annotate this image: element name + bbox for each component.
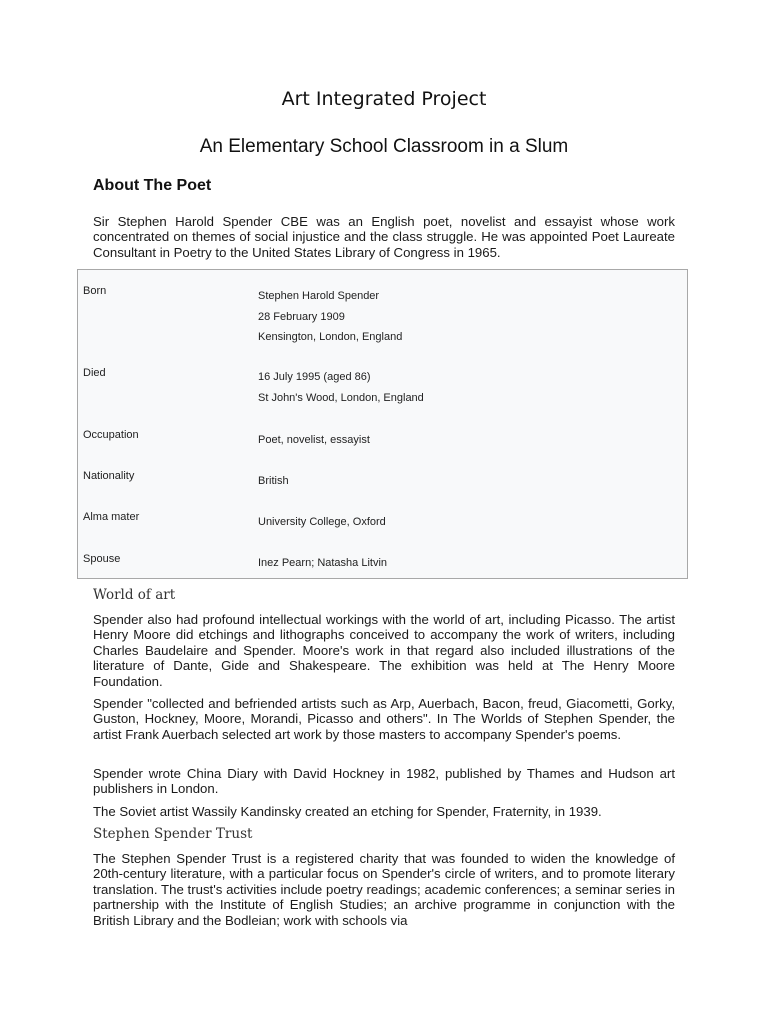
infobox-value-occupation: [258, 430, 370, 451]
page-subtitle: An Elementary School Classroom in a Slum: [199, 136, 569, 157]
infobox-label-died: Died: [83, 367, 106, 379]
infobox-value-line: Poet, novelist, essayist: [258, 434, 370, 446]
infobox-value-line: Kensington, London, England: [258, 331, 403, 343]
infobox-value-line: British: [258, 475, 289, 487]
infobox-value-line: 16 July 1995 (aged 86): [258, 371, 371, 383]
world-of-art-paragraph-2: Spender "collected and befriended artists such as Arp, Auerbach, Bacon, freud, Giacometti, Gorky, Guston, Hockney, Moore, Morandi, Picasso and others". In The Worlds of Stephen Spender, the artist Frank Auerbach selected art work by those masters to accompany Spender's poems.: [93, 696, 675, 742]
infobox-label-spouse: Spouse: [83, 553, 121, 565]
world-of-art-paragraph-1: Spender also had profound intellectual workings with the world of art, including Picasso. The artist Henry Moore did etchings and lithographs conceived to accompany the work of writers, including Charles Baudelaire and Spender. Moore's work in that regard also included illustrations of the literature of Dante, Gide and Shakespeare. The exhibition was held at The Henry Moore Foundation.: [93, 612, 675, 689]
trust-paragraph: The Stephen Spender Trust is a registered charity that was founded to widen the knowledge of 20th-century literature, with a particular focus on Spender's circle of writers, and to promote literary translation. The trust's activities include poetry readings; academic conferences; a seminar series in partnership with the Institute of English Studies; an archive programme in conjunction with the British Library and the Bodleian; work with schools via: [93, 851, 675, 928]
infobox-value-line: 28 February 1909: [258, 310, 345, 323]
infobox-value-line: Stephen Harold Spender: [258, 290, 380, 302]
world-of-art-paragraph-3: Spender wrote China Diary with David Hockney in 1982, published by Thames and Hudson art publishers in London.: [93, 766, 675, 797]
infobox-label-born: Born: [83, 285, 107, 297]
world-of-art-heading: World of art: [93, 587, 176, 603]
infobox-label-alma-mater: Alma mater: [83, 511, 140, 523]
infobox-value-died: [258, 367, 424, 408]
infobox-value-line: University College, Oxford: [258, 516, 386, 528]
infobox-value-line: St John's Wood, London, England: [258, 391, 424, 404]
infobox-value-line: Inez Pearn; Natasha Litvin: [258, 557, 388, 569]
infobox-value-alma-mater: [258, 512, 386, 533]
trust-heading: Stephen Spender Trust: [93, 826, 253, 842]
infobox-value-born: [258, 286, 402, 348]
about-heading: About The Poet: [93, 177, 212, 194]
infobox-value-nationality: [258, 471, 289, 492]
world-of-art-paragraph-4: The Soviet artist Wassily Kandinsky created an etching for Spender, Fraternity, in 1939.: [93, 804, 602, 819]
infobox: [77, 269, 688, 579]
infobox-value-spouse: [258, 553, 387, 574]
page-title: Art Integrated Project: [281, 88, 487, 110]
infobox-label-nationality: Nationality: [83, 470, 135, 482]
infobox-label-occupation: Occupation: [83, 429, 139, 441]
about-paragraph: Sir Stephen Harold Spender CBE was an English poet, novelist and essayist whose work concentrated on themes of social injustice and the class struggle. He was appointed Poet Laureate Consultant in Poetry to the United States Library of Congress in 1965.: [93, 214, 675, 260]
